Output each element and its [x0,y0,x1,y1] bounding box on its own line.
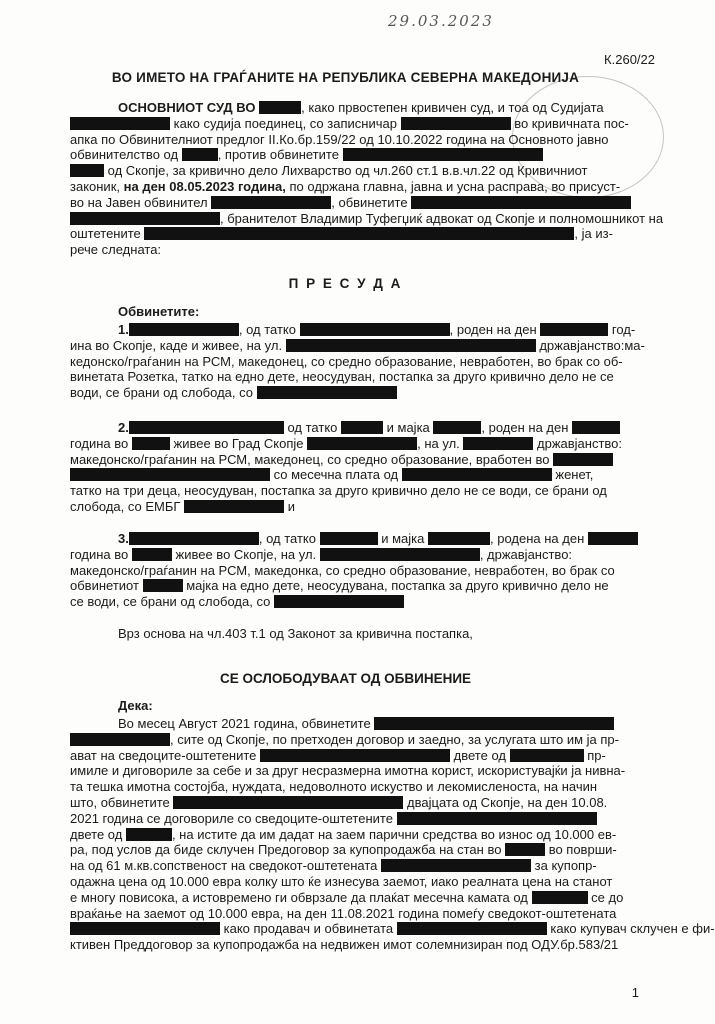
accused-text: година во [70,546,129,562]
redaction [510,749,584,762]
body-text: се до [591,889,624,905]
accused-text: обвинетиот [70,578,139,594]
case-number: К.260/22 [604,52,655,67]
redaction [320,548,480,561]
body-text: одажна цена од 10.000 евра колку што ќе изнесува заемот, иако реалната цена на станот [70,873,613,889]
body-text: во површи- [548,842,617,858]
body-text: како продавач и обвинетата [223,921,394,937]
accused-text: и мајка [381,531,425,546]
body-text: како купувач склучен е фи- [550,921,715,937]
accused-text: државјанство:ма- [539,337,645,353]
intro-text: во на Јавен обвинител [70,194,208,210]
body-text: е многу повисока, а истовремено ги обврзале да плаќат месечна камата од [70,889,528,905]
redaction [463,437,533,450]
legal-basis: Врз основа на чл.403 т.1 од Законот за кривична постапка, [118,626,473,641]
accused-text: , на ул. [417,435,460,451]
redaction [70,468,270,481]
body-text: , сите од Скопје, по претходен договор и заедно, за услугата што им ја пр- [170,731,619,747]
page-number: 1 [631,985,639,1000]
body-text: пр- [587,747,606,763]
redaction [286,339,536,352]
because-paragraph [70,716,715,953]
acquittal-heading: СЕ ОСЛОБОДУВААТ ОД ОБВИНЕНИЕ [219,671,472,686]
accused-text: кедонско/граѓанин на РСМ, македонец, со средно образование, невработен, во брак со об- [70,353,623,369]
body-text: што, обвинетите [70,794,170,810]
redaction [341,421,383,434]
redaction [397,922,547,935]
accused-text: се води, се брани од слобода, со [70,594,271,610]
body-text: на од 61 м.кв.сопственост на сведокот-оштетената [70,858,378,874]
body-text: двете од [70,826,123,842]
redaction [433,421,481,434]
hearing-date: на ден 08.05.2023 година, [123,178,286,194]
redaction [143,579,183,592]
redaction [70,212,220,225]
accused-number: 3. [118,531,129,546]
redaction [397,812,597,825]
intro-text: како судија поединец, со записничар [173,115,397,131]
accused-text: година во [70,435,129,451]
body-text: двете од [453,747,506,763]
redaction [374,717,614,730]
redaction [381,859,531,872]
redaction [428,532,490,545]
intro-text: , против обвинетите [217,147,339,163]
accused-text: и мајка [386,420,430,435]
redaction [532,891,588,904]
intro-text: оштетените [70,226,141,242]
accused-text: македонско/граѓанин на РСМ, македонец, со средно образование, вработен во [70,451,550,467]
body-text: за купопр- [534,858,597,874]
redaction [132,437,170,450]
body-text: 2021 година се договориле со сведоците-оштетените [70,810,393,826]
redaction [144,227,574,240]
redaction [540,323,608,336]
intro-paragraph [70,100,664,258]
accused-text: живее во Град Скопје [173,435,304,451]
redaction [129,323,239,336]
accused-text: ина во Скопје, каде и живее, на ул. [70,337,283,353]
accused-text: мајка на едно дете, неосудувана, постапка за друго кривично дело не [186,578,609,594]
intro-text: , бранителот Владимир Туфегџиќ адвокат од Скопје и полномошникот на [220,210,664,226]
intro-text: , обвинетите [331,194,408,210]
body-text: Во месец Август 2021 година, обвинетите [118,716,371,731]
body-text: та тешка имотна состојба, нуждата, недоволното искуство и лекомисленоста, на начин [70,779,598,795]
redaction [411,196,631,209]
redaction [129,532,259,545]
redaction [184,500,284,513]
redaction [182,148,218,161]
accused-text: и [287,498,295,514]
redaction [572,421,620,434]
redaction [129,421,284,434]
accused-number: 1. [118,322,129,337]
accused-text: , од татко [258,531,316,546]
body-text: двајцата од Скопје, на ден 10.08. [407,794,608,810]
court-name: ОСНОВНИОТ СУД ВО [118,100,256,115]
accused-text: винетата Розетка, татко на едно дете, неосудуван, постапка за друго кривично дело не се [70,369,614,385]
redaction [274,595,404,608]
redaction [588,532,638,545]
body-text: , на истите да им дадат на заем парични средства во износ од 10.000 ев- [171,826,617,842]
accused-text: македонско/граѓанин на РСМ, македонка, со средно образование, невработен, во брак со [70,562,615,578]
accused-3-paragraph [70,531,645,610]
accused-text: татко на три деца, неосудуван, постапка за друго кривично дело не се води, се брани од [70,483,607,499]
document-title: ВО ИМЕТО НА ГРАЃАНИТЕ НА РЕПУБЛИКА СЕВЕРНА МАКЕДОНИЈА [111,70,580,85]
redaction [126,828,172,841]
accused-text: год- [611,322,636,337]
intro-text: апка по Обвинителниот предлог II.Ко.бр.159/22 од 10.10.2022 година на Основното јавно [70,131,609,147]
redaction [211,196,331,209]
accused-text: , државјанство: [479,546,573,562]
intro-text: , ја из- [574,226,613,242]
redaction [70,922,220,935]
redaction [259,101,301,114]
intro-text: од Скопје, за кривично дело Лихварство од чл.260 ст.1 в.в.чл.22 од Кривичниот [107,163,588,179]
body-text: ават на сведоците-оштетените [70,747,257,763]
redaction [402,468,552,481]
redaction [173,796,403,809]
redaction [70,117,170,130]
accused-label: Обвинетите: [118,304,200,319]
accused-1-paragraph [70,322,645,401]
redaction [132,548,172,561]
accused-text: , роден на ден [481,420,569,435]
verdict-heading: П Р Е С У Д А [288,276,403,291]
accused-text: слобода, со ЕМБГ [70,498,181,514]
redaction [307,437,417,450]
accused-text: , родена на ден [490,531,585,546]
intro-text: по одржана главна, јавна и усна расправа, во присуст- [289,178,621,194]
accused-text: женет, [555,467,594,483]
body-text: враќање на заемот од 10.000 евра, на ден 11.08.2021 година помеѓу сведокот-оштетената [70,905,617,921]
intro-text: рече следната: [70,242,162,258]
redaction [300,323,450,336]
redaction [505,843,545,856]
redaction [70,164,104,177]
redaction [260,749,450,762]
accused-number: 2. [118,420,129,435]
body-text: ктивен Преддоговор за купопродажба на недвижен имот солемнизиран под ОДУ.бр.583/21 [70,937,619,953]
body-text: имиле и диговориле за себе и за друг несразмерна имотна корист, искористувајќи ја нивна- [70,763,626,779]
redaction [257,386,397,399]
intro-text: , како првостепен кривичен суд, и тоа од Судијата [301,100,604,115]
accused-text: со месечна плата од [273,467,399,483]
accused-2-paragraph [70,420,645,515]
handwritten-date: 29.03.2023 [388,12,494,30]
accused-text: државјанство: [537,435,623,451]
redaction [70,733,170,746]
redaction [401,117,511,130]
intro-text: обвинителство од [70,147,179,163]
accused-text: води, се брани од слобода, со [70,385,253,401]
intro-text: законик, [70,178,120,194]
because-label: Дека: [118,698,153,713]
redaction [343,148,543,161]
redaction [553,453,613,466]
redaction [320,532,378,545]
accused-text: од татко [287,420,338,435]
accused-text: , од татко [238,322,296,337]
intro-text: во кривичната пос- [514,115,629,131]
accused-text: , роден на ден [449,322,537,337]
accused-text: живее во Скопје, на ул. [175,546,317,562]
body-text: ра, под услов да биде склучен Предоговор за купопродажба на стан во [70,842,502,858]
